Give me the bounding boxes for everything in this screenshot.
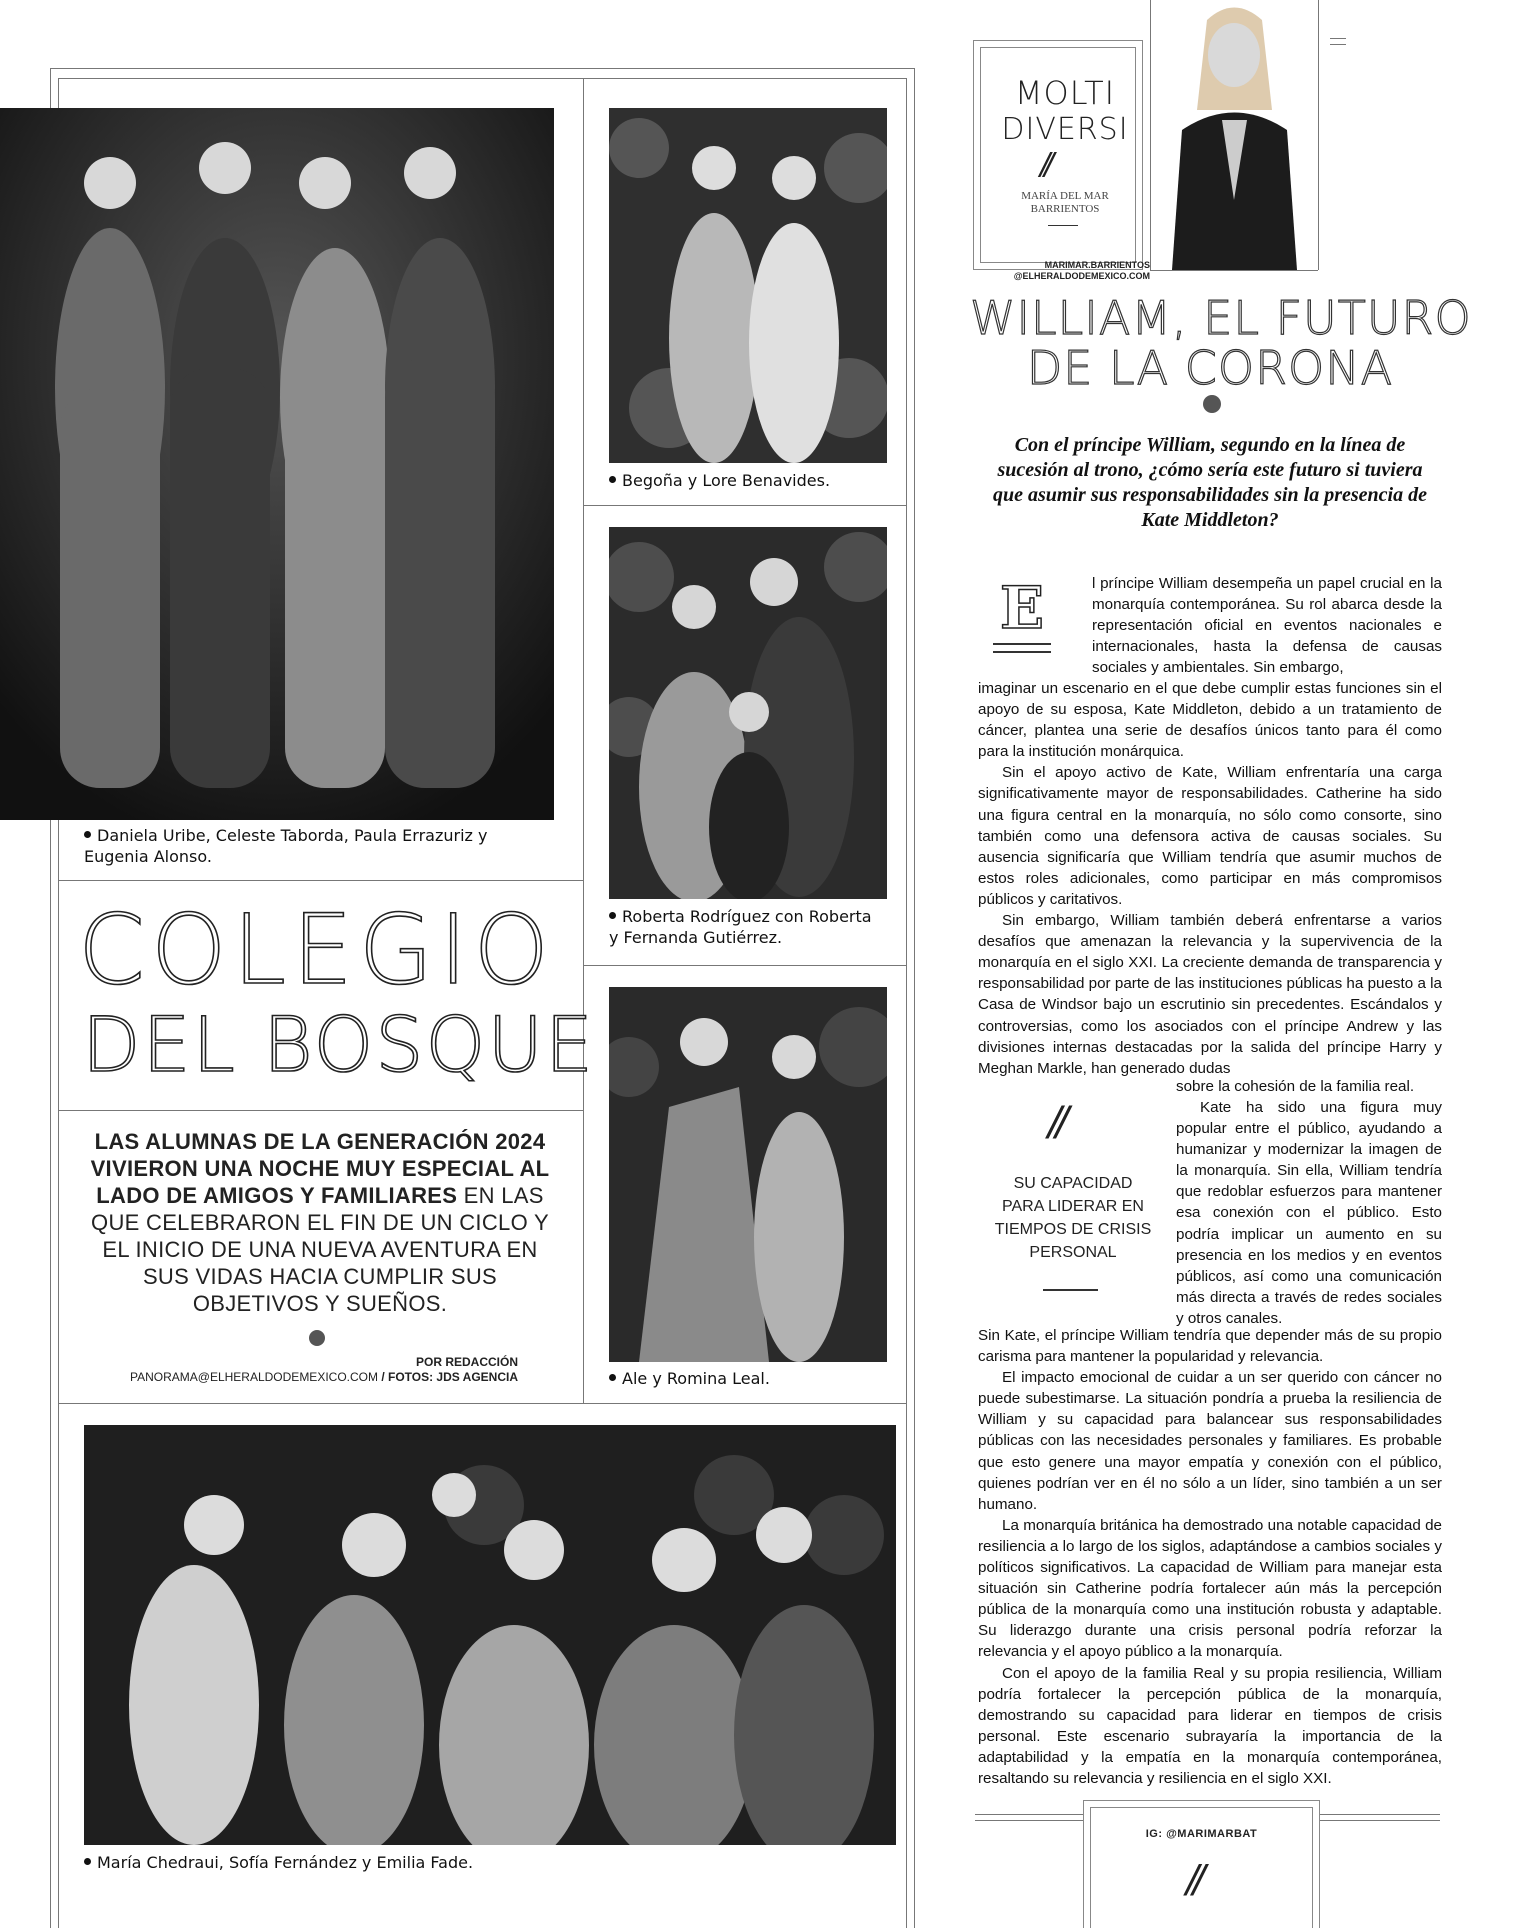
footer-slash-icon: // (1186, 1857, 1200, 1901)
footer-rule-left-2 (975, 1820, 1083, 1821)
caption-photo-3: Roberta Rodríguez con Roberta y Fernanda Gutiérrez. (609, 907, 872, 947)
byline (100, 1355, 518, 1385)
frame-divider-1 (58, 880, 583, 881)
headline-dot-icon (1203, 395, 1221, 413)
headline-line-1: WILLIAM, EL FUTURO (970, 291, 1472, 345)
footer-box-inner (1090, 1807, 1313, 1928)
pull-slash-icon: // (1048, 1099, 1063, 1145)
lead-dot-icon (309, 1330, 325, 1346)
frame-right-inner (906, 78, 907, 1928)
bullet-icon (609, 912, 616, 919)
columnist-email (960, 260, 1150, 282)
footer-rule-right-1 (1320, 1814, 1440, 1815)
lead-paragraph (80, 1128, 560, 1317)
frame-right (914, 68, 915, 1928)
frame-divider-3 (583, 505, 906, 506)
pull-quote: SU CAPACIDAD PARA LIDERAR EN TIEMPOS DE CRISIS PERSONAL (994, 1175, 1152, 1261)
paragraph-3: Sin embargo, William también deberá enfrentarse a varios desafíos que amenazan la relevancia y la supervivencia de la monarquía en el siglo XXI. La creciente demanda de transparencia y responsabilidad por parte de las instituciones públicas ha puesto a la Casa de Windsor bajo un escrutinio sin precedentes. Escándalos y controversias, como los asociados con el príncipe Andrew y las divisiones internas destacadas por la salida del príncipe Harry y Meghan Markle, han generado dudas (978, 912, 1442, 1077)
bullet-icon (84, 831, 91, 838)
dropcap-rule-2 (993, 651, 1051, 653)
paragraph-1-rest: imaginar un escenario en el que debe cumplir estas funciones sin el apoyo de su esposa, Kate Middleton, debido a un tratamiento de cáncer, plantea una serie de desafíos únicos tanto para él como para la institución monárquica. (978, 680, 1442, 761)
lead-rest: EN LAS QUE CELEBRARON EL FIN DE UN CICLO Y EL INICIO DE UNA NUEVA AVENTURA EN SUS VIDAS HACIA CUMPLIR SUS OBJETIVOS Y SUEÑOS. (91, 1183, 549, 1316)
paragraph-4-narrow: Kate ha sido una figura muy popular entre el público, ayudando a humanizar y modernizar la imagen de la monarquía. Sin ella, William tendría que redoblar esfuerzos para mantener esa conexión con el público. Esto podría implicar un aumento en su presencia en los medios y en eventos públicos, así como una comunicación más directa a través de redes sociales y otros canales. (1176, 1099, 1442, 1327)
frame-top-inner (58, 78, 906, 79)
body-p1-first (1092, 573, 1442, 678)
column-name-line-1: MOLTI (1014, 74, 1116, 112)
columnist-portrait (1152, 0, 1317, 270)
author-line-2: BARRIENTOS (1030, 203, 1100, 215)
portrait-frame-right (1318, 0, 1319, 270)
footer-rule-left-1 (975, 1814, 1083, 1815)
body-lower (978, 1325, 1442, 1789)
paragraph-6: La monarquía británica ha demostrado una notable capacidad de resiliencia a lo largo de los siglos, adaptándose a cambios sociales y políticos significativos. La capacidad de William para manejar esta situación sin Catherine podría fortalecer aún más la percepción pública de la monarquía como una institución robusta y adaptable. Su liderazgo durante una crisis personal podría reforzar la relevancia y el apoyo público a la monarquía. (978, 1516, 1442, 1661)
bullet-icon (609, 476, 616, 483)
caption-photo-1: Daniela Uribe, Celeste Taborda, Paula Errazuriz y Eugenia Alonso. (84, 826, 488, 866)
byline-photos: / FOTOS: JDS AGENCIA (377, 1370, 518, 1384)
frame-divider-4 (583, 965, 906, 966)
body-narrow (1176, 1097, 1442, 1329)
body-main (978, 678, 1442, 1079)
paragraph-1-start: l príncipe William desempeña un papel crucial en la monarquía contemporánea. Su rol abarca desde la representación oficial en eventos nacionales e internacionales, hasta la defensa de causas sociales y ambientales. Sin embargo, (1092, 575, 1442, 677)
caption-photo-5: María Chedraui, Sofía Fernández y Emilia Fade. (84, 1852, 864, 1873)
email-line-1: MARIMAR.BARRIENTOS (1044, 260, 1150, 270)
column-author (995, 190, 1135, 216)
top-right-tick-2 (1330, 44, 1346, 45)
author-line-1: MARÍA DEL MAR (1021, 190, 1109, 202)
frame-divider-5 (58, 1403, 906, 1404)
dropcap-box (992, 574, 1052, 642)
paragraph-5: El impacto emocional de cuidar a un ser querido con cáncer no puede subestimarse. La situación pondría a prueba la resiliencia de William y su capacidad para balancear sus responsabilidades públicas con las necesidades personales y familiares. Es probable que esto genere una mayor empatía y conexión con el público, quienes podrían ver en él no sólo a un líder, sino también a un ser humano. (978, 1369, 1442, 1513)
body-p3-end (1176, 1076, 1442, 1097)
photo-ale-romina (609, 987, 887, 1362)
portrait-frame-bottom (1150, 270, 1318, 271)
caption-photo-2: Begoña y Lore Benavides. (609, 470, 899, 491)
photo-group-four-girls (0, 108, 554, 820)
instagram-handle: IG: @MARIMARBAT (1145, 1828, 1258, 1840)
top-right-tick-1 (1330, 38, 1346, 39)
byline-author: POR REDACCIÓN (415, 1355, 518, 1369)
caption-photo-4: Ale y Romina Leal. (609, 1368, 899, 1389)
deck-paragraph: Con el príncipe William, segundo en la línea de sucesión al trono, ¿cómo sería este futuro si tuviera que asumir sus responsabilidades sin la presencia de Kate Middleton? (993, 434, 1427, 531)
photo-roberta-fernanda (609, 527, 887, 899)
section-title-line-2: DEL BOSQUE (82, 1000, 595, 1089)
paragraph-4-wide: Sin Kate, el príncipe William tendría que depender más de su propio carisma para mantener la popularidad y relevancia. (978, 1327, 1442, 1366)
column-name-line-2: DIVERSI (1001, 112, 1129, 147)
pull-rule (1043, 1289, 1098, 1291)
paragraph-7: Con el apoyo de la familia Real y su propia resiliencia, William podría fortalecer la percepción pública de la monarquía, demostrando su capacidad para liderar en tiempos de crisis personal. Este escenario subrayaría la importancia de la adaptabilidad y la empatía en la monarquía contemporánea, resaltando su relevancia y resiliencia en el siglo XXI. (978, 1664, 1442, 1787)
byline-email: PANORAMA@ELHERALDODEMEXICO.COM (129, 1370, 378, 1384)
paragraph-3-end: sobre la cohesión de la familia real. (1176, 1078, 1415, 1095)
frame-mid-vertical (583, 78, 584, 1403)
headline-line-2: DE LA CORONA (1026, 341, 1394, 395)
footer-rule-right-2 (1320, 1820, 1440, 1821)
portrait-frame-left (1150, 0, 1151, 270)
slash-mark-icon: // (1040, 147, 1049, 182)
bullet-icon (609, 1374, 616, 1381)
paragraph-2: Sin el apoyo activo de Kate, William enfrentaría una carga significativamente mayor de responsabilidades. Catherine ha sido una figura central en la monarquía, no sólo como consorte, sino también como una defensora activa de causas sociales. Su ausencia significaría que William tendría que asumir muchos de estos roles adicionales, como participar en más compromisos públicos y caritativos. (978, 764, 1442, 908)
frame-top (50, 68, 914, 69)
dropcap-letter: E (999, 574, 1045, 642)
lead-bold: LAS ALUMNAS DE LA GENERACIÓN 2024 VIVIERON UNA NOCHE MUY ESPECIAL AL LADO DE AMIGOS Y FAMILIARES (90, 1129, 550, 1208)
photo-audience (84, 1425, 896, 1845)
email-line-2: @ELHERALDODEMEXICO.COM (1013, 271, 1150, 281)
section-title-line-1: COLEGIO (78, 894, 555, 1006)
photo-begona-lore (609, 108, 887, 463)
frame-divider-2 (58, 1110, 583, 1111)
author-rule (1048, 225, 1078, 226)
dropcap-rule-1 (993, 643, 1051, 645)
bullet-icon (84, 1858, 91, 1865)
